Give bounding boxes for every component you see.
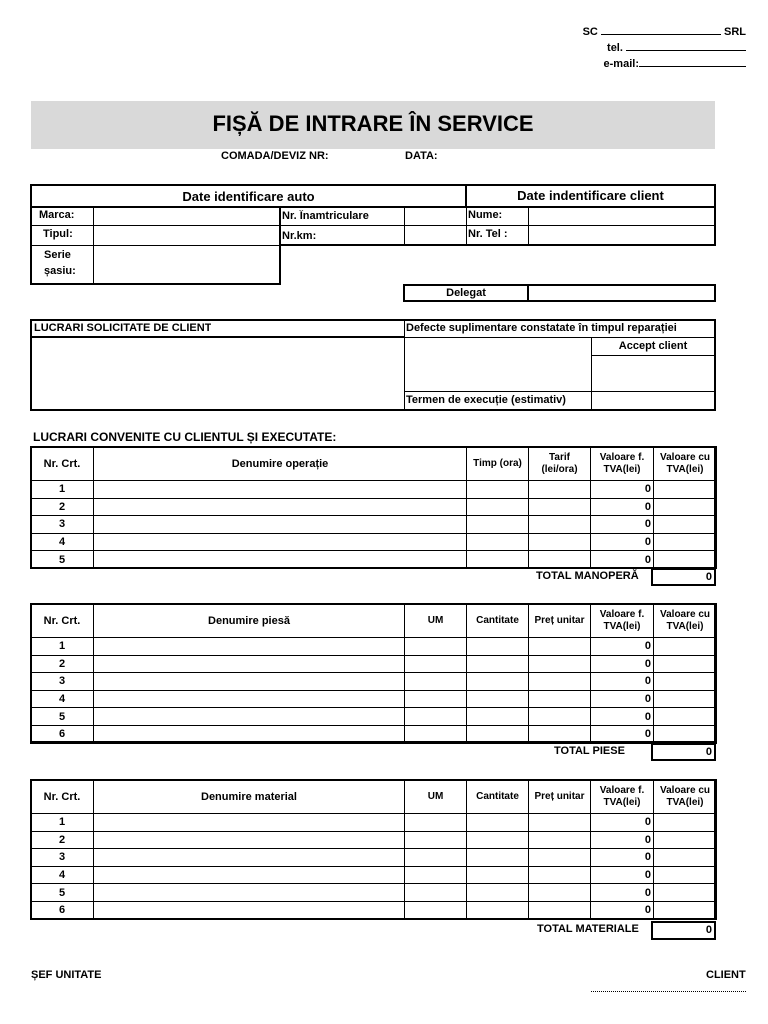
client-header: Date indentificare client (517, 188, 664, 203)
materials-valoare-f-cell[interactable]: 0 (591, 814, 654, 832)
labor-row (31, 516, 717, 534)
email-label: e-mail: (603, 58, 639, 70)
termen-label-cell (404, 391, 592, 411)
materials-cell[interactable] (654, 849, 717, 867)
materials-row (31, 849, 717, 867)
delegat-label: Delegat (446, 287, 486, 299)
serie-label: Serie (44, 249, 71, 261)
parts-cell[interactable] (467, 655, 529, 673)
labor-valoare-f-cell[interactable]: 0 (591, 498, 654, 516)
serie-label-cell (30, 245, 94, 285)
labor-col-denumire: Denumire operație (94, 447, 467, 481)
parts-row-number: 1 (31, 638, 94, 656)
materials-cell[interactable] (467, 814, 529, 832)
materials-col-denumire: Denumire material (94, 780, 405, 814)
parts-valoare-f-cell[interactable]: 0 (591, 673, 654, 691)
company-header (583, 24, 746, 72)
parts-row (31, 690, 717, 708)
labor-cell[interactable] (654, 481, 717, 499)
sef-unitate-label: ȘEF UNITATE (31, 969, 102, 981)
delegat-input[interactable] (527, 284, 716, 302)
comanda-label: COMADA/DEVIZ NR: (221, 150, 329, 162)
sasiu-label: șasiu: (44, 265, 76, 277)
parts-cell[interactable] (654, 725, 717, 743)
labor-cell[interactable] (94, 533, 467, 551)
materials-col-valoare-cu: Valoare cu TVA(lei) (654, 780, 717, 814)
labor-col-nr: Nr. Crt. (31, 447, 94, 481)
termen-input[interactable] (591, 391, 716, 411)
lucrari-input[interactable] (30, 337, 405, 411)
labor-valoare-f-cell[interactable]: 0 (591, 533, 654, 551)
marca-label: Marca: (39, 209, 75, 221)
parts-cell[interactable] (94, 638, 405, 656)
labor-cell[interactable] (94, 481, 467, 499)
parts-cell[interactable] (467, 690, 529, 708)
materials-cell[interactable] (405, 814, 467, 832)
parts-row (31, 725, 717, 743)
materials-cell[interactable] (405, 866, 467, 884)
auto-header-cell (30, 184, 467, 208)
labor-cell[interactable] (467, 481, 529, 499)
labor-row (31, 551, 717, 569)
parts-col-pret: Preț unitar (529, 604, 591, 638)
labor-cell[interactable] (94, 516, 467, 534)
parts-row-number: 4 (31, 690, 94, 708)
materials-table (30, 779, 717, 920)
page-title: FIȘĂ DE INTRARE ÎN SERVICE (212, 111, 534, 136)
materials-cell[interactable] (94, 866, 405, 884)
parts-cell[interactable] (94, 708, 405, 726)
parts-row (31, 708, 717, 726)
materials-valoare-f-cell[interactable]: 0 (591, 866, 654, 884)
materials-cell[interactable] (94, 814, 405, 832)
materials-cell[interactable] (94, 884, 405, 902)
materials-valoare-f-cell[interactable]: 0 (591, 831, 654, 849)
parts-col-denumire: Denumire piesă (94, 604, 405, 638)
parts-cell[interactable] (405, 638, 467, 656)
defecte-header-cell (404, 319, 716, 338)
parts-cell[interactable] (467, 638, 529, 656)
title-band (31, 101, 715, 149)
parts-valoare-f-cell[interactable]: 0 (591, 708, 654, 726)
labor-table (30, 446, 717, 569)
accept-label: Accept client (618, 340, 688, 352)
parts-cell[interactable] (94, 725, 405, 743)
parts-cell[interactable] (94, 655, 405, 673)
parts-row (31, 673, 717, 691)
labor-row (31, 481, 717, 499)
labor-cell[interactable] (654, 533, 717, 551)
parts-cell[interactable] (529, 708, 591, 726)
materials-cell[interactable] (467, 901, 529, 919)
client-signature-line[interactable] (591, 983, 746, 992)
parts-row-number: 5 (31, 708, 94, 726)
materials-cell[interactable] (405, 831, 467, 849)
materials-row (31, 884, 717, 902)
parts-valoare-f-cell[interactable]: 0 (591, 690, 654, 708)
parts-row-number: 6 (31, 725, 94, 743)
labor-total-value: 0 (651, 568, 716, 586)
materials-cell[interactable] (529, 814, 591, 832)
parts-cell[interactable] (654, 708, 717, 726)
tipul-label: Tipul: (43, 228, 73, 240)
materials-cell[interactable] (405, 901, 467, 919)
parts-total-value: 0 (651, 743, 716, 761)
labor-row-number: 5 (31, 551, 94, 569)
parts-row (31, 655, 717, 673)
tel-label: tel. (607, 42, 623, 54)
parts-col-nr: Nr. Crt. (31, 604, 94, 638)
parts-valoare-f-cell[interactable]: 0 (591, 638, 654, 656)
labor-cell[interactable] (467, 516, 529, 534)
materials-row-number: 6 (31, 901, 94, 919)
parts-cell[interactable] (654, 638, 717, 656)
labor-valoare-f-cell[interactable]: 0 (591, 516, 654, 534)
labor-title: LUCRARI CONVENITE CU CLIENTUL ȘI EXECUTATE: (33, 430, 337, 444)
labor-col-timp: Timp (ora) (467, 447, 529, 481)
parts-cell[interactable] (654, 690, 717, 708)
labor-cell[interactable] (467, 533, 529, 551)
materials-row (31, 901, 717, 919)
srl-label: SRL (724, 26, 746, 38)
nr-inm-label-cell (280, 206, 405, 226)
materials-cell[interactable] (654, 814, 717, 832)
materials-cell[interactable] (467, 884, 529, 902)
auto-header: Date identificare auto (182, 189, 315, 204)
email-line[interactable] (639, 56, 746, 67)
labor-row (31, 498, 717, 516)
parts-row-number: 3 (31, 673, 94, 691)
materials-row (31, 814, 717, 832)
parts-row-number: 2 (31, 655, 94, 673)
parts-cell[interactable] (405, 725, 467, 743)
materials-valoare-f-cell[interactable]: 0 (591, 901, 654, 919)
materials-cell[interactable] (467, 849, 529, 867)
labor-cell[interactable] (654, 498, 717, 516)
materials-cell[interactable] (529, 831, 591, 849)
materials-row-number: 4 (31, 866, 94, 884)
materials-cell[interactable] (654, 884, 717, 902)
parts-cell[interactable] (467, 673, 529, 691)
parts-cell[interactable] (529, 638, 591, 656)
lucrari-header-cell (30, 319, 405, 338)
parts-cell[interactable] (529, 673, 591, 691)
nr-tel-input[interactable] (528, 225, 716, 246)
nr-km-input[interactable] (404, 225, 467, 246)
materials-cell[interactable] (467, 866, 529, 884)
labor-cell[interactable] (529, 498, 591, 516)
parts-col-valoare-f: Valoare f. TVA(lei) (591, 604, 654, 638)
materials-col-pret: Preț unitar (529, 780, 591, 814)
materials-cell[interactable] (94, 849, 405, 867)
nr-km-label: Nr.km: (282, 230, 317, 242)
parts-cell[interactable] (529, 655, 591, 673)
defecte-header: Defecte suplimentare constatate în timpul reparației (406, 322, 677, 334)
materials-cell[interactable] (529, 849, 591, 867)
materials-row (31, 831, 717, 849)
nr-tel-label-cell (466, 225, 529, 246)
nr-km-label-cell (280, 225, 405, 246)
labor-cell[interactable] (529, 516, 591, 534)
parts-cell[interactable] (405, 690, 467, 708)
parts-cell[interactable] (94, 673, 405, 691)
labor-col-valoare-f: Valoare f. TVA(lei) (591, 447, 654, 481)
parts-col-valoare-cu: Valoare cu TVA(lei) (654, 604, 717, 638)
labor-cell[interactable] (654, 516, 717, 534)
materials-total-value: 0 (651, 921, 716, 940)
parts-col-cantitate: Cantitate (467, 604, 529, 638)
tipul-input[interactable] (93, 225, 281, 246)
nume-input[interactable] (528, 206, 716, 226)
parts-cell[interactable] (529, 690, 591, 708)
parts-cell[interactable] (654, 673, 717, 691)
labor-row-number: 1 (31, 481, 94, 499)
client-header-cell (465, 184, 716, 208)
nr-inm-label: Nr. Înamtriculare (282, 210, 369, 222)
labor-total-label: TOTAL MANOPERĂ (536, 570, 639, 582)
labor-col-tarif: Tarif (lei/ora) (529, 447, 591, 481)
tipul-label-cell (30, 225, 94, 246)
parts-table (30, 603, 717, 744)
materials-col-cantitate: Cantitate (467, 780, 529, 814)
sc-label: SC (582, 26, 598, 38)
labor-col-valoare-cu: Valoare cu TVA(lei) (654, 447, 717, 481)
parts-row (31, 638, 717, 656)
labor-cell[interactable] (467, 498, 529, 516)
parts-cell[interactable] (405, 673, 467, 691)
parts-total-label: TOTAL PIESE (554, 745, 625, 757)
materials-cell[interactable] (529, 884, 591, 902)
marca-input[interactable] (93, 206, 281, 226)
materials-cell[interactable] (654, 901, 717, 919)
tel-line[interactable] (626, 40, 746, 51)
parts-cell[interactable] (405, 655, 467, 673)
labor-cell[interactable] (529, 533, 591, 551)
materials-cell[interactable] (467, 831, 529, 849)
marca-label-cell (30, 206, 94, 226)
company-name-line[interactable] (601, 24, 721, 35)
parts-cell[interactable] (94, 690, 405, 708)
materials-col-nr: Nr. Crt. (31, 780, 94, 814)
labor-cell[interactable] (529, 481, 591, 499)
parts-cell[interactable] (467, 725, 529, 743)
labor-cell[interactable] (94, 551, 467, 569)
materials-total-label: TOTAL MATERIALE (537, 923, 639, 935)
materials-cell[interactable] (654, 831, 717, 849)
materials-row-number: 1 (31, 814, 94, 832)
materials-col-valoare-f: Valoare f. TVA(lei) (591, 780, 654, 814)
materials-valoare-f-cell[interactable]: 0 (591, 849, 654, 867)
materials-cell[interactable] (654, 866, 717, 884)
parts-cell[interactable] (405, 708, 467, 726)
materials-cell[interactable] (94, 901, 405, 919)
accept-label-cell (591, 337, 716, 356)
parts-valoare-f-cell[interactable]: 0 (591, 655, 654, 673)
materials-cell[interactable] (405, 884, 467, 902)
labor-valoare-f-cell[interactable]: 0 (591, 551, 654, 569)
labor-row (31, 533, 717, 551)
labor-valoare-f-cell[interactable]: 0 (591, 481, 654, 499)
parts-col-um: UM (405, 604, 467, 638)
lucrari-header: LUCRARI SOLICITATE DE CLIENT (34, 322, 212, 334)
labor-row-number: 2 (31, 498, 94, 516)
materials-row-number: 5 (31, 884, 94, 902)
materials-col-um: UM (405, 780, 467, 814)
labor-row-number: 3 (31, 516, 94, 534)
labor-cell[interactable] (94, 498, 467, 516)
nr-tel-label: Nr. Tel : (468, 228, 508, 240)
materials-cell[interactable] (529, 901, 591, 919)
labor-cell[interactable] (654, 551, 717, 569)
parts-cell[interactable] (529, 725, 591, 743)
parts-cell[interactable] (654, 655, 717, 673)
accept-input[interactable] (591, 355, 716, 392)
client-label: CLIENT (706, 969, 746, 981)
materials-row-number: 3 (31, 849, 94, 867)
serie-input[interactable] (93, 245, 281, 285)
labor-row-number: 4 (31, 533, 94, 551)
nr-inm-input[interactable] (404, 206, 467, 226)
labor-cell[interactable] (467, 551, 529, 569)
data-label: DATA: (405, 150, 438, 162)
parts-cell[interactable] (467, 708, 529, 726)
nume-label: Nume: (468, 209, 503, 221)
materials-row-number: 2 (31, 831, 94, 849)
materials-cell[interactable] (405, 849, 467, 867)
defecte-input[interactable] (404, 337, 592, 392)
materials-row (31, 866, 717, 884)
delegat-label-cell (403, 284, 529, 302)
nume-label-cell (466, 206, 529, 226)
labor-cell[interactable] (529, 551, 591, 569)
parts-valoare-f-cell[interactable]: 0 (591, 725, 654, 743)
materials-valoare-f-cell[interactable]: 0 (591, 884, 654, 902)
termen-label: Termen de execuție (estimativ) (406, 394, 566, 406)
materials-cell[interactable] (529, 866, 591, 884)
materials-cell[interactable] (94, 831, 405, 849)
